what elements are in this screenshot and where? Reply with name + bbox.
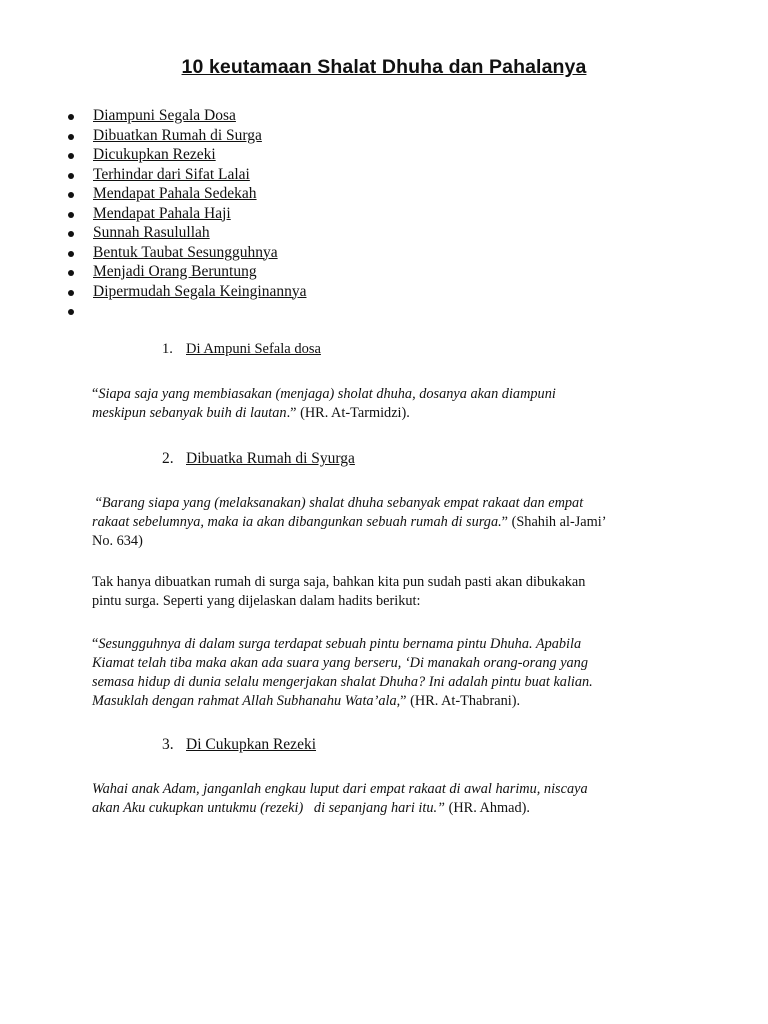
paragraph-line: semasa hidup di dunia selalu mengerjakan shalat Dhuha? Ini adalah pintu buat kalian. [92, 674, 593, 690]
paragraph-line [92, 494, 692, 513]
paragraph-line [92, 513, 692, 532]
hadith-paragraph-2 [92, 494, 692, 551]
list-item-label[interactable]: Dicukupkan Rezeki [93, 146, 216, 163]
italic-text: akan Aku cukupkan untukmu (rezeki) di sepanjang hari itu.” [92, 800, 445, 816]
bullet-icon [68, 212, 74, 218]
italic-text: Masuklah dengan rahmat Allah Subhanahu Wata’ala [92, 693, 397, 709]
paragraph-line: Kiamat telah tiba maka akan ada suara yang berseru, ‘Di manakah orang-orang yang [92, 655, 588, 671]
list-item [64, 223, 307, 243]
paragraph-line [92, 692, 692, 711]
paragraph-line [92, 799, 692, 818]
list-item [64, 126, 307, 146]
bullet-icon [68, 192, 74, 198]
list-item [64, 145, 307, 165]
paragraph-line [92, 635, 692, 654]
document-title: 10 keutamaan Shalat Dhuha dan Pahalanya [181, 56, 587, 78]
list-item [64, 165, 307, 185]
italic-text: meskipun sebanyak buih di lautan [92, 405, 287, 421]
hadith-paragraph-4 [92, 780, 692, 818]
paragraph-line [92, 385, 692, 404]
section-number: 3. [162, 736, 174, 753]
quote-mark: “ [92, 386, 99, 402]
list-item [64, 282, 307, 302]
list-item [64, 243, 307, 263]
list-item-label[interactable]: Diampuni Segala Dosa [93, 107, 236, 124]
list-item-empty [64, 301, 307, 321]
section-number: 1. [162, 341, 173, 357]
paragraph-line [92, 404, 692, 423]
citation-text: .” (HR. At-Tarmidzi). [286, 405, 410, 421]
section-heading-3 [162, 736, 316, 754]
list-item-label[interactable]: Dipermudah Segala Keinginannya [93, 282, 307, 300]
bullet-icon [68, 309, 74, 315]
section-heading-text: Di Ampuni Sefala dosa [186, 341, 321, 357]
list-item-label[interactable]: Bentuk Taubat Sesungguhnya [93, 243, 278, 261]
list-item [64, 262, 307, 282]
quote-mark: “ [92, 636, 99, 652]
list-item-label[interactable]: Mendapat Pahala Haji [93, 204, 231, 222]
section-heading-2 [162, 450, 355, 468]
list-item [64, 204, 307, 224]
list-item-label[interactable]: Terhindar dari Sifat Lalai [93, 165, 250, 183]
list-item-label[interactable]: Sunnah Rasulullah [93, 224, 210, 241]
list-item-label[interactable]: Dibuatkan Rumah di Surga [93, 126, 262, 144]
bullet-icon [68, 173, 74, 179]
paragraph-line: Tak hanya dibuatkan rumah di surga saja, bahkan kita pun sudah pasti akan dibukakan [92, 574, 586, 590]
bullet-icon [68, 270, 74, 276]
hadith-paragraph-1 [92, 385, 692, 423]
italic-text: rakaat sebelumnya, maka ia akan dibangunkan sebuah rumah di surga. [92, 514, 502, 530]
citation-text: ” (Shahih al-Jami’ [501, 514, 607, 530]
section-heading-text: Di Cukupkan Rezeki [186, 736, 317, 753]
benefits-list [64, 106, 307, 321]
list-item-label[interactable]: Menjadi Orang Beruntung [93, 263, 257, 280]
paragraph-line: pintu surga. Seperti yang dijelaskan dalam hadits berikut: [92, 593, 421, 609]
list-item-label[interactable]: Mendapat Pahala Sedekah [93, 185, 257, 202]
paragraph-line: No. 634) [92, 533, 143, 549]
bullet-icon [68, 153, 74, 159]
citation-text: ,” (HR. At-Thabrani). [396, 693, 521, 709]
section-number: 2. [162, 450, 174, 467]
section-heading-text: Dibuatka Rumah di Syurga [186, 450, 355, 467]
list-item [64, 106, 307, 126]
bullet-icon [68, 114, 74, 120]
hadith-paragraph-3 [92, 635, 692, 711]
italic-text: Siapa saja yang membiasakan (menjaga) sholat dhuha, dosanya akan diampuni [98, 386, 556, 402]
bullet-icon [68, 231, 74, 237]
bullet-icon [68, 251, 74, 257]
bullet-icon [68, 290, 74, 296]
section-heading-1 [162, 341, 321, 358]
italic-text: Sesungguhnya di dalam surga terdapat sebuah pintu bernama pintu Dhuha. Apabila [98, 636, 582, 652]
paragraph-line: Wahai anak Adam, janganlah engkau luput dari empat rakaat di awal harimu, niscaya [92, 781, 588, 797]
body-paragraph [92, 573, 692, 611]
citation-text: (HR. Ahmad). [445, 800, 530, 816]
quote-mark: “ [92, 495, 102, 511]
italic-text: Barang siapa yang (melaksanakan) shalat dhuha sebanyak empat rakaat dan empat [101, 495, 584, 511]
bullet-icon [68, 134, 74, 140]
list-item [64, 184, 307, 204]
